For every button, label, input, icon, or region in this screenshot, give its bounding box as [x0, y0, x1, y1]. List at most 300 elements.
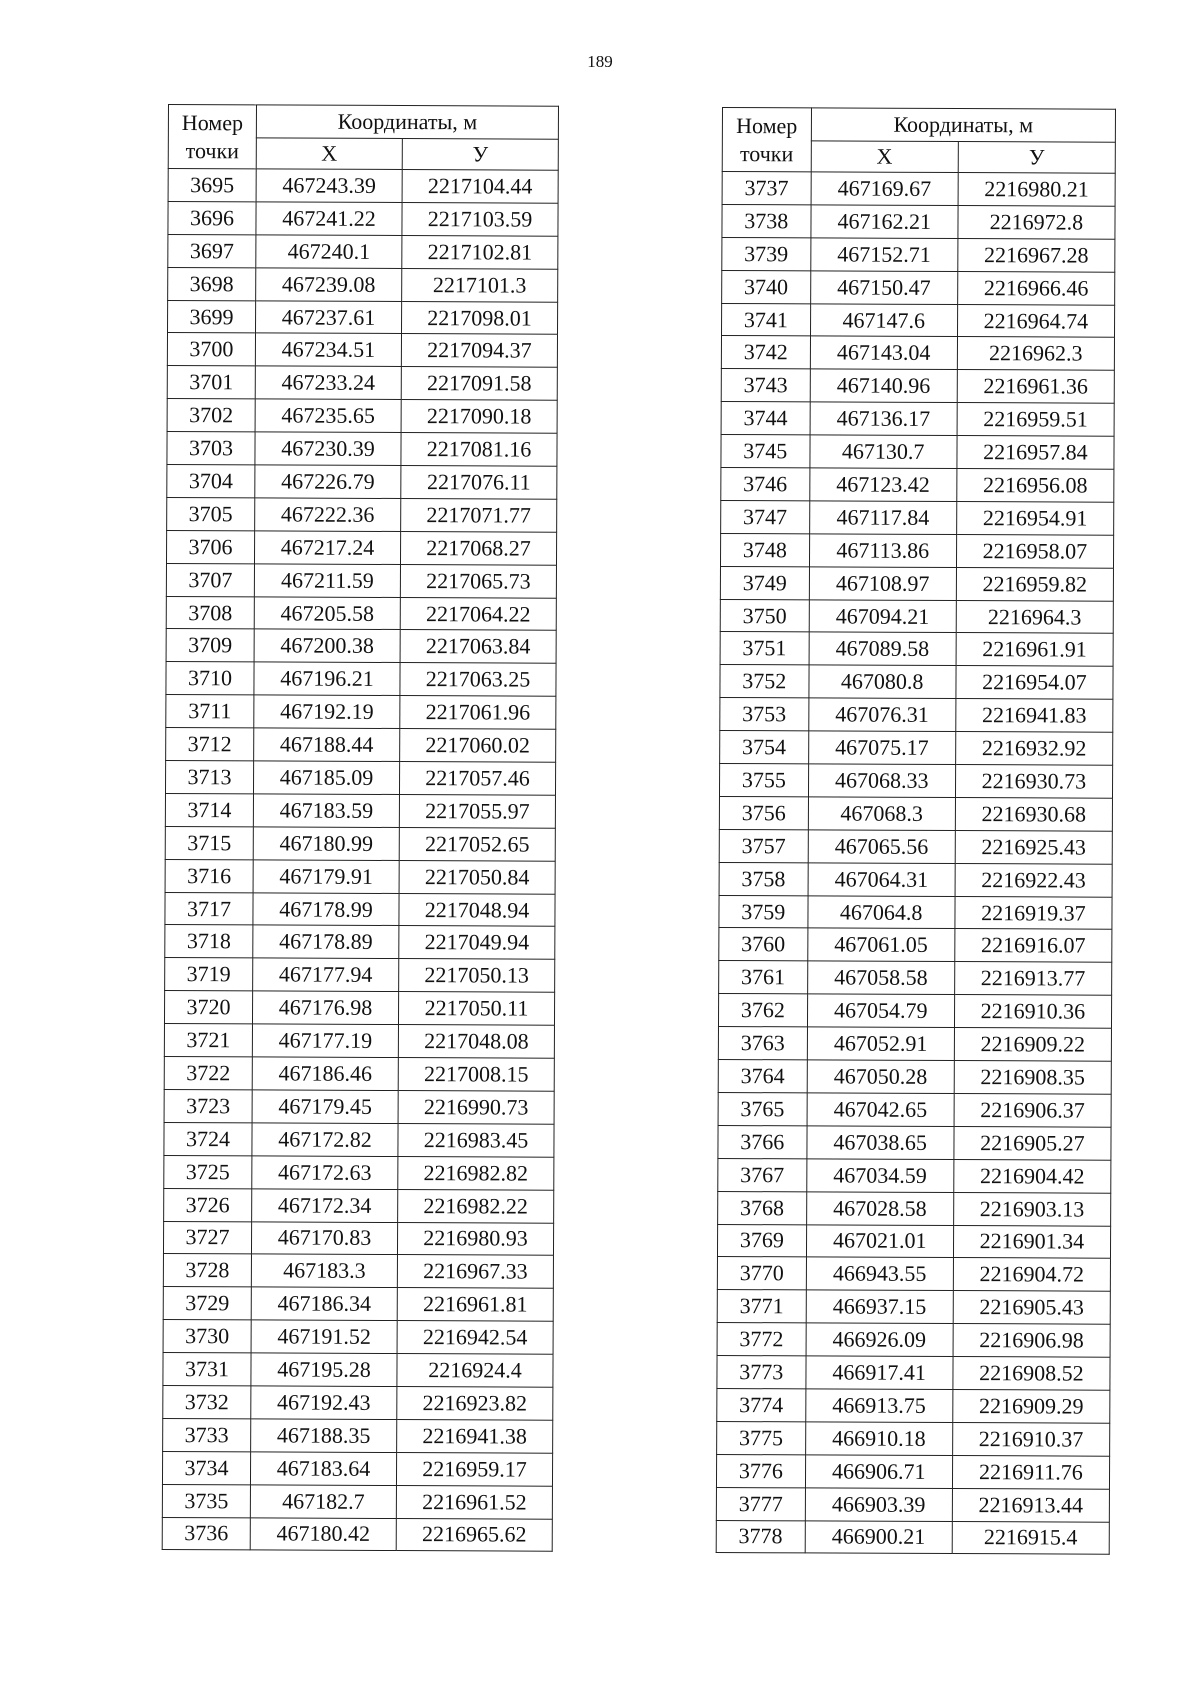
table-row	[166, 728, 556, 763]
table-row	[164, 1122, 554, 1157]
table-row	[722, 172, 1115, 207]
table-row	[717, 1290, 1110, 1325]
y-coordinate-cell: 2217103.59	[402, 202, 558, 236]
table-row	[165, 958, 555, 993]
page-number: 189	[587, 52, 613, 71]
table-row	[167, 497, 557, 532]
table-row	[163, 1353, 553, 1388]
y-coordinate-cell: 2217071.77	[401, 498, 557, 532]
table-row	[165, 793, 555, 828]
y-coordinate-cell: 2216954.91	[956, 501, 1113, 535]
x-coordinate-cell: 467240.1	[256, 235, 402, 269]
table-row	[162, 1451, 552, 1486]
y-coordinate-cell: 2217081.16	[401, 433, 557, 467]
y-coordinate-cell: 2216958.07	[956, 534, 1113, 568]
table-row	[720, 731, 1113, 766]
x-coordinate-cell: 466910.18	[805, 1422, 952, 1456]
table-row	[166, 695, 556, 730]
point-number-cell: 3699	[168, 300, 256, 333]
table-row	[168, 169, 558, 204]
table-row	[722, 237, 1115, 272]
point-number-cell: 3743	[721, 369, 810, 402]
x-coordinate-cell: 467140.96	[810, 369, 957, 403]
coordinates-table-left	[162, 104, 559, 1552]
table-row	[164, 1089, 554, 1124]
y-coordinate-cell: 2216961.52	[396, 1485, 552, 1519]
y-coordinate-cell: 2216961.36	[957, 370, 1114, 404]
table-row	[162, 1517, 552, 1552]
y-coordinate-cell: 2216915.4	[952, 1521, 1109, 1555]
table-row	[165, 925, 555, 960]
y-coordinate-cell: 2217064.22	[400, 597, 556, 631]
point-number-cell: 3731	[163, 1353, 251, 1386]
point-number-cell: 3729	[163, 1287, 251, 1320]
x-coordinate-cell: 467143.04	[810, 336, 957, 370]
y-coordinate-cell: 2217094.37	[401, 334, 557, 368]
table-row	[721, 402, 1114, 437]
table-row	[163, 1254, 553, 1289]
point-number-cell: 3741	[722, 303, 811, 336]
point-number-cell: 3755	[719, 764, 808, 797]
x-coordinate-cell: 467179.91	[253, 860, 399, 894]
x-coordinate-cell: 467217.24	[254, 531, 400, 565]
point-number-cell: 3710	[166, 662, 254, 695]
x-coordinate-cell: 467152.71	[810, 238, 957, 272]
table-row	[163, 1320, 553, 1355]
table-row	[720, 599, 1113, 634]
table-row	[165, 859, 555, 894]
y-coordinate-cell: 2216905.43	[953, 1291, 1110, 1325]
table-row	[722, 204, 1115, 239]
x-coordinate-cell: 467243.39	[256, 169, 402, 203]
x-coordinate-cell: 467172.63	[252, 1156, 398, 1190]
x-coordinate-cell: 467222.36	[255, 498, 401, 532]
table-row	[162, 1484, 552, 1519]
x-coordinate-cell: 467064.8	[808, 895, 955, 929]
x-coordinate-cell: 466943.55	[806, 1257, 953, 1291]
point-number-cell: 3766	[718, 1125, 807, 1158]
point-number-cell: 3778	[716, 1520, 805, 1553]
y-coordinate-cell: 2217076.11	[401, 466, 557, 500]
y-coordinate-cell: 2216908.52	[953, 1357, 1110, 1391]
table-row	[721, 500, 1114, 535]
point-number-cell: 3773	[717, 1356, 806, 1389]
y-coordinate-cell: 2216919.37	[955, 896, 1112, 930]
table-row	[167, 399, 557, 434]
y-coordinate-cell: 2216916.07	[955, 929, 1112, 963]
x-coordinate-cell: 467188.44	[254, 728, 400, 762]
point-number-cell: 3728	[163, 1254, 251, 1287]
point-number-cell: 3742	[721, 336, 810, 369]
point-number-cell: 3734	[162, 1451, 250, 1484]
table-row	[168, 201, 558, 236]
table-row	[719, 928, 1112, 963]
y-coordinate-cell: 2216965.62	[396, 1518, 552, 1552]
header-coordinates: Координаты, м	[256, 105, 558, 139]
point-number-cell: 3750	[720, 599, 809, 632]
y-coordinate-cell: 2217008.15	[398, 1058, 554, 1092]
table-row	[164, 1155, 554, 1190]
header-point-number: Номер точки	[168, 105, 256, 169]
y-coordinate-cell: 2216954.07	[956, 666, 1113, 700]
point-number-cell: 3761	[719, 961, 808, 994]
point-number-cell: 3774	[717, 1388, 806, 1421]
point-number-cell: 3718	[165, 925, 253, 958]
point-number-cell: 3740	[722, 270, 811, 303]
point-number-cell: 3700	[167, 333, 255, 366]
point-number-cell: 3762	[718, 994, 807, 1027]
table-row	[168, 234, 558, 269]
y-coordinate-cell: 2216961.81	[397, 1288, 553, 1322]
y-coordinate-cell: 2217065.73	[400, 564, 556, 598]
x-coordinate-cell: 467177.94	[253, 958, 399, 992]
table-row	[722, 303, 1115, 338]
x-coordinate-cell: 467123.42	[809, 468, 956, 502]
point-number-cell: 3775	[717, 1421, 806, 1454]
table-row	[718, 1191, 1111, 1226]
point-number-cell: 3751	[720, 632, 809, 665]
y-coordinate-cell: 2217055.97	[399, 794, 555, 828]
y-coordinate-cell: 2216980.21	[958, 173, 1115, 207]
point-number-cell: 3715	[165, 826, 253, 859]
point-number-cell: 3696	[168, 201, 256, 234]
x-coordinate-cell: 467169.67	[811, 172, 958, 206]
x-coordinate-cell: 467058.58	[807, 961, 954, 995]
y-coordinate-cell: 2216959.51	[957, 403, 1114, 437]
point-number-cell: 3746	[721, 468, 810, 501]
header-y: У	[958, 142, 1115, 174]
y-coordinate-cell: 2217090.18	[401, 400, 557, 434]
x-coordinate-cell: 467061.05	[807, 928, 954, 962]
y-coordinate-cell: 2217098.01	[401, 301, 557, 335]
table-row	[166, 629, 556, 664]
x-coordinate-cell: 467162.21	[811, 205, 958, 239]
x-coordinate-cell: 467068.33	[808, 764, 955, 798]
table-row	[167, 432, 557, 467]
point-number-cell: 3758	[719, 862, 808, 895]
table-row	[718, 994, 1111, 1029]
x-coordinate-cell: 467196.21	[254, 662, 400, 696]
table-row	[716, 1454, 1109, 1489]
point-number-cell: 3716	[165, 859, 253, 892]
y-coordinate-cell: 2217060.02	[400, 729, 556, 763]
y-coordinate-cell: 2216905.27	[954, 1126, 1111, 1160]
y-coordinate-cell: 2217104.44	[402, 170, 558, 204]
y-coordinate-cell: 2217101.3	[402, 268, 558, 302]
x-coordinate-cell: 467064.31	[808, 863, 955, 897]
y-coordinate-cell: 2216967.33	[397, 1255, 553, 1289]
point-number-cell: 3733	[163, 1418, 251, 1451]
x-coordinate-cell: 467185.09	[253, 761, 399, 795]
x-coordinate-cell: 466917.41	[806, 1356, 953, 1390]
point-number-cell: 3770	[717, 1257, 806, 1290]
table-row	[719, 764, 1112, 799]
point-number-cell: 3739	[722, 237, 811, 270]
x-coordinate-cell: 467186.46	[252, 1057, 398, 1091]
x-coordinate-cell: 467080.8	[809, 665, 956, 699]
x-coordinate-cell: 467038.65	[807, 1126, 954, 1160]
x-coordinate-cell: 467183.3	[251, 1254, 397, 1288]
x-coordinate-cell: 467195.28	[251, 1353, 397, 1387]
x-coordinate-cell: 467178.99	[253, 892, 399, 926]
y-coordinate-cell: 2216941.83	[956, 699, 1113, 733]
x-coordinate-cell: 467089.58	[809, 632, 956, 666]
table-row	[718, 1092, 1111, 1127]
table-row	[717, 1257, 1110, 1292]
table-row	[717, 1224, 1110, 1259]
point-number-cell: 3711	[166, 695, 254, 728]
point-number-cell: 3707	[166, 563, 254, 596]
x-coordinate-cell: 466913.75	[805, 1389, 952, 1423]
y-coordinate-cell: 2217068.27	[400, 531, 556, 565]
point-number-cell: 3703	[167, 432, 255, 465]
point-number-cell: 3726	[164, 1188, 252, 1221]
x-coordinate-cell: 467179.45	[252, 1090, 398, 1124]
x-coordinate-cell: 467108.97	[809, 567, 956, 601]
x-coordinate-cell: 466906.71	[805, 1455, 952, 1489]
point-number-cell: 3735	[162, 1484, 250, 1517]
x-coordinate-cell: 467205.58	[254, 596, 400, 630]
y-coordinate-cell: 2216904.42	[954, 1159, 1111, 1193]
table-row	[717, 1388, 1110, 1423]
table-row	[164, 1057, 554, 1092]
table-row	[167, 366, 557, 401]
y-coordinate-cell: 2216982.22	[398, 1189, 554, 1223]
y-coordinate-cell: 2216957.84	[957, 436, 1114, 470]
y-coordinate-cell: 2216942.54	[397, 1321, 553, 1355]
x-coordinate-cell: 467178.89	[253, 925, 399, 959]
point-number-cell: 3777	[716, 1487, 805, 1520]
table-row	[717, 1421, 1110, 1456]
x-coordinate-cell: 467050.28	[807, 1060, 954, 1094]
point-number-cell: 3747	[721, 500, 810, 533]
point-number-cell: 3757	[719, 829, 808, 862]
table-row	[721, 468, 1114, 503]
x-coordinate-cell: 467226.79	[255, 465, 401, 499]
y-coordinate-cell: 2216941.38	[397, 1419, 553, 1453]
point-number-cell: 3767	[718, 1158, 807, 1191]
point-number-cell: 3748	[720, 533, 809, 566]
x-coordinate-cell: 467235.65	[255, 399, 401, 433]
table-row	[721, 369, 1114, 404]
y-coordinate-cell: 2216980.93	[397, 1222, 553, 1256]
point-number-cell: 3720	[164, 991, 252, 1024]
x-coordinate-cell: 467130.7	[810, 435, 957, 469]
x-coordinate-cell: 466900.21	[805, 1520, 952, 1554]
table-row	[164, 1024, 554, 1059]
point-number-cell: 3769	[717, 1224, 806, 1257]
table-row	[166, 596, 556, 631]
y-coordinate-cell: 2217048.94	[399, 893, 555, 927]
y-coordinate-cell: 2217049.94	[399, 926, 555, 960]
point-number-cell: 3712	[166, 728, 254, 761]
x-coordinate-cell: 467211.59	[254, 564, 400, 598]
x-coordinate-cell: 467172.82	[252, 1123, 398, 1157]
y-coordinate-cell: 2216906.98	[953, 1324, 1110, 1358]
table-row	[717, 1356, 1110, 1391]
x-coordinate-cell: 467172.34	[252, 1188, 398, 1222]
x-coordinate-cell: 467054.79	[807, 994, 954, 1028]
header-x: X	[256, 138, 402, 170]
x-coordinate-cell: 467034.59	[806, 1159, 953, 1193]
table-row	[720, 566, 1113, 601]
x-coordinate-cell: 467147.6	[810, 303, 957, 337]
x-coordinate-cell: 467239.08	[256, 268, 402, 302]
point-number-cell: 3759	[719, 895, 808, 928]
x-coordinate-cell: 467230.39	[255, 432, 401, 466]
point-number-cell: 3719	[165, 958, 253, 991]
point-number-cell: 3749	[720, 566, 809, 599]
x-coordinate-cell: 467192.43	[251, 1386, 397, 1420]
header-x: X	[811, 141, 958, 173]
point-number-cell: 3764	[718, 1060, 807, 1093]
table-row	[166, 530, 556, 565]
point-number-cell: 3708	[166, 596, 254, 629]
point-number-cell: 3697	[168, 234, 256, 267]
point-number-cell: 3760	[719, 928, 808, 961]
point-number-cell: 3695	[168, 169, 256, 202]
y-coordinate-cell: 2216982.82	[398, 1156, 554, 1190]
x-coordinate-cell: 467241.22	[256, 202, 402, 236]
table-row	[718, 1060, 1111, 1095]
x-coordinate-cell: 466937.15	[806, 1290, 953, 1324]
point-number-cell: 3730	[163, 1320, 251, 1353]
header-point-number: Номер точки	[722, 108, 811, 172]
x-coordinate-cell: 467234.51	[255, 333, 401, 367]
table-row	[165, 892, 555, 927]
point-number-cell: 3701	[167, 366, 255, 399]
table-row	[721, 336, 1114, 371]
point-number-cell: 3704	[167, 465, 255, 498]
point-number-cell: 3698	[168, 267, 256, 300]
table-row	[719, 862, 1112, 897]
x-coordinate-cell: 467180.42	[250, 1517, 396, 1551]
y-coordinate-cell: 2217052.65	[399, 827, 555, 861]
point-number-cell: 3753	[720, 698, 809, 731]
y-coordinate-cell: 2216925.43	[955, 830, 1112, 864]
table-row	[168, 267, 558, 302]
point-number-cell: 3725	[164, 1155, 252, 1188]
table-row	[165, 826, 555, 861]
table-row	[167, 333, 557, 368]
table-row	[163, 1385, 553, 1420]
y-coordinate-cell: 2216901.34	[953, 1225, 1110, 1259]
table-row	[718, 1125, 1111, 1160]
point-number-cell: 3771	[717, 1290, 806, 1323]
point-number-cell: 3765	[718, 1092, 807, 1125]
point-number-cell: 3727	[163, 1221, 251, 1254]
point-number-cell: 3723	[164, 1089, 252, 1122]
x-coordinate-cell: 467113.86	[809, 534, 956, 568]
point-number-cell: 3702	[167, 399, 255, 432]
point-number-cell: 3717	[165, 892, 253, 925]
x-coordinate-cell: 467183.64	[250, 1452, 396, 1486]
x-coordinate-cell: 467233.24	[255, 366, 401, 400]
y-coordinate-cell: 2216913.44	[952, 1488, 1109, 1522]
point-number-cell: 3772	[717, 1323, 806, 1356]
y-coordinate-cell: 2216930.68	[955, 797, 1112, 831]
y-coordinate-cell: 2216962.3	[957, 337, 1114, 371]
table-row	[719, 796, 1112, 831]
table-row	[166, 662, 556, 697]
point-number-cell: 3754	[720, 731, 809, 764]
y-coordinate-cell: 2217050.84	[399, 860, 555, 894]
x-coordinate-cell: 467150.47	[810, 271, 957, 305]
y-coordinate-cell: 2216967.28	[958, 238, 1115, 272]
point-number-cell: 3763	[718, 1027, 807, 1060]
table-row	[168, 300, 558, 335]
table-row	[719, 829, 1112, 864]
y-coordinate-cell: 2217091.58	[401, 367, 557, 401]
x-coordinate-cell: 467094.21	[809, 599, 956, 633]
y-coordinate-cell: 2216909.29	[953, 1389, 1110, 1423]
table-row	[716, 1520, 1109, 1555]
table-row	[718, 1027, 1111, 1062]
table-row	[720, 665, 1113, 700]
x-coordinate-cell: 466926.09	[806, 1323, 953, 1357]
point-number-cell: 3713	[165, 761, 253, 794]
x-coordinate-cell: 467186.34	[251, 1287, 397, 1321]
y-coordinate-cell: 2216959.82	[956, 567, 1113, 601]
x-coordinate-cell: 467076.31	[808, 698, 955, 732]
table-row	[720, 632, 1113, 667]
y-coordinate-cell: 2216959.17	[396, 1452, 552, 1486]
y-coordinate-cell: 2216922.43	[955, 863, 1112, 897]
point-number-cell: 3745	[721, 435, 810, 468]
point-number-cell: 3705	[167, 497, 255, 530]
y-coordinate-cell: 2216932.92	[955, 732, 1112, 766]
y-coordinate-cell: 2217057.46	[399, 762, 555, 796]
x-coordinate-cell: 467042.65	[807, 1093, 954, 1127]
point-number-cell: 3721	[164, 1024, 252, 1057]
table-row	[719, 961, 1112, 996]
y-coordinate-cell: 2216913.77	[954, 962, 1111, 996]
y-coordinate-cell: 2216990.73	[398, 1090, 554, 1124]
point-number-cell: 3736	[162, 1517, 250, 1550]
header-y: У	[402, 139, 558, 171]
x-coordinate-cell: 467191.52	[251, 1320, 397, 1354]
x-coordinate-cell: 467170.83	[251, 1221, 397, 1255]
x-coordinate-cell: 466903.39	[805, 1488, 952, 1522]
table-row	[167, 465, 557, 500]
x-coordinate-cell: 467021.01	[806, 1224, 953, 1258]
table-row	[716, 1487, 1109, 1522]
y-coordinate-cell: 2216972.8	[958, 205, 1115, 239]
y-coordinate-cell: 2216983.45	[398, 1123, 554, 1157]
y-coordinate-cell: 2217048.08	[398, 1025, 554, 1059]
x-coordinate-cell: 467192.19	[254, 695, 400, 729]
x-coordinate-cell: 467117.84	[809, 501, 956, 535]
table-row	[163, 1418, 553, 1453]
y-coordinate-cell: 2217063.25	[400, 663, 556, 697]
y-coordinate-cell: 2216910.37	[952, 1422, 1109, 1456]
y-coordinate-cell: 2217050.11	[398, 992, 554, 1026]
y-coordinate-cell: 2216910.36	[954, 995, 1111, 1029]
x-coordinate-cell: 467176.98	[252, 991, 398, 1025]
table-row	[166, 563, 556, 598]
y-coordinate-cell: 2216956.08	[957, 469, 1114, 503]
x-coordinate-cell: 467177.19	[252, 1024, 398, 1058]
x-coordinate-cell: 467075.17	[808, 731, 955, 765]
table-row	[722, 270, 1115, 305]
header-coordinates: Координаты, м	[811, 108, 1115, 142]
point-number-cell: 3737	[722, 172, 811, 205]
y-coordinate-cell: 2217061.96	[400, 696, 556, 730]
y-coordinate-cell: 2216964.74	[957, 304, 1114, 338]
table-row	[165, 761, 555, 796]
y-coordinate-cell: 2216923.82	[397, 1386, 553, 1420]
point-number-cell: 3738	[722, 204, 811, 237]
